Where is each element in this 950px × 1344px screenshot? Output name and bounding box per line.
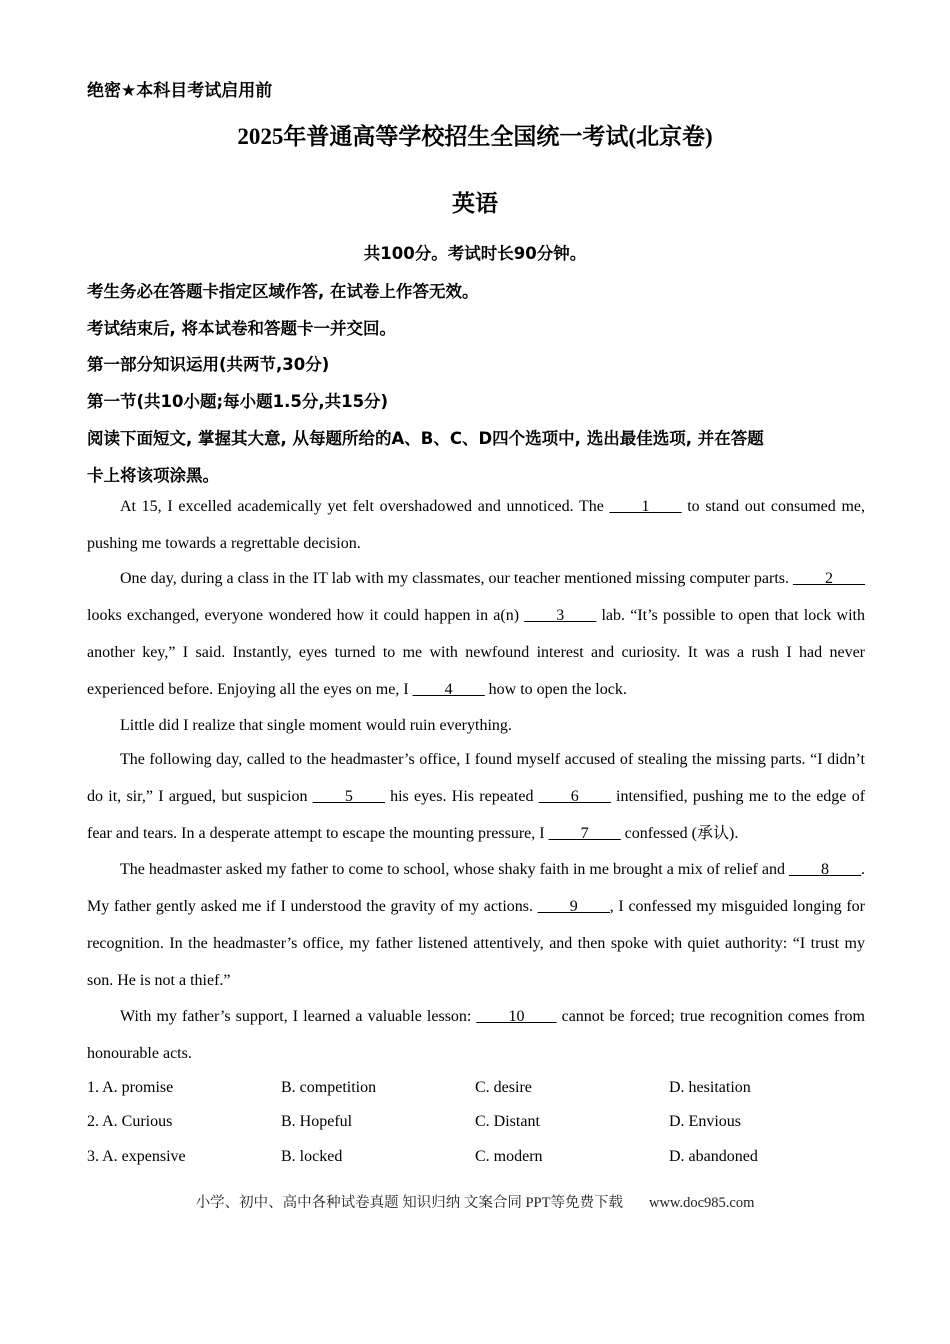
blank-1: ____1____ (609, 498, 682, 515)
option-a: 1. A. promise (87, 1079, 174, 1096)
paragraph-text: One day, during a class in the IT lab with my classmates, our teacher mentioned missing computer parts. (120, 570, 793, 587)
blank-8: ____8____ (789, 861, 861, 878)
instruction-2: 考试结束后, 将本试卷和答题卡一并交回。 (87, 319, 397, 338)
blank-9: ____9____ (537, 898, 610, 915)
blank-7: ____7____ (548, 825, 621, 842)
instruction-1: 考生务必在答题卡指定区域作答, 在试卷上作答无效。 (87, 282, 479, 301)
paragraph-text: confessed (承认). (620, 825, 739, 842)
paragraph-text: . My father gently asked me if I understood the gravity of my actions. (87, 861, 865, 915)
paragraph-text: The following day, called to the headmaster’s office, I found myself accused of stealing the missing parts. “I didn’t do it, sir,” I argued, but suspicion (87, 751, 865, 805)
option-c: C. Distant (475, 1113, 540, 1130)
option-a: 2. A. Curious (87, 1113, 173, 1130)
option-d: D. Envious (669, 1113, 741, 1130)
exam-title: 2025年普通高等学校招生全国统一考试(北京卷) (237, 124, 713, 149)
blank-3: ____3____ (524, 607, 597, 624)
option-c: C. desire (475, 1079, 532, 1096)
subject-title: 英语 (452, 191, 498, 217)
blank-4: ____4____ (412, 681, 485, 698)
blank-6: ____6____ (538, 788, 611, 805)
paragraph-text: The headmaster asked my father to come to school, whose shaky faith in me brought a mix of relief and (120, 861, 789, 878)
paragraph-6 (87, 998, 865, 1072)
blank-5: ____5____ (312, 788, 385, 805)
paragraph-4 (87, 741, 865, 852)
section-heading: 第一部分知识运用(共两节,30分) (87, 355, 330, 374)
subsection-heading: 第一节(共10小题;每小题1.5分,共15分) (87, 392, 389, 411)
paragraph-text: lab. “It’s possible to open that lock with another key,” I said. Instantly, eyes turned to me with newfound interest and curiosity. It was a rush I had never experienced before. Enjoying all the eyes on me, I (87, 607, 865, 698)
confidential-label: 绝密★本科目考试启用前 (87, 81, 273, 101)
footer-text: 小学、初中、高中各种试卷真题 知识归纳 文案合同 PPT等免费下载 (195, 1195, 623, 1211)
option-d: D. hesitation (669, 1079, 751, 1096)
paragraph-text: intensified, pushing me to the edge of fear and tears. In a desperate attempt to escape the mounting pressure, I (87, 788, 866, 842)
paragraph-text: With my father’s support, I learned a valuable lesson: (120, 1008, 477, 1025)
option-b: B. locked (281, 1148, 343, 1165)
paragraph-2 (87, 560, 865, 708)
option-d: D. abandoned (669, 1148, 758, 1165)
page-footer (0, 1191, 950, 1212)
directions-line-2: 卡上将该项涂黑。 (87, 466, 219, 485)
paragraph-text: looks exchanged, everyone wondered how it could happen in a(n) (87, 607, 525, 624)
blank-10: ____10____ (476, 1008, 557, 1025)
paragraph-1 (87, 488, 865, 562)
footer-url[interactable]: www.doc985.com (648, 1195, 755, 1211)
option-a: 3. A. expensive (87, 1148, 186, 1165)
question-3-options (87, 1148, 865, 1172)
paragraph-text: to stand out consumed me, pushing me towards a regrettable decision. (87, 498, 866, 552)
option-b: B. Hopeful (281, 1113, 353, 1130)
paragraph-5 (87, 851, 865, 999)
paragraph-text: his eyes. His repeated (384, 788, 539, 805)
option-c: C. modern (475, 1148, 543, 1165)
blank-2: ____2____ (793, 570, 865, 587)
paragraph-text: , I confessed my misguided longing for recognition. In the headmaster’s office, my father listened attentively, and then spoke with quiet authority: “I trust my son. He is not a thief.” (87, 898, 865, 989)
option-b: B. competition (281, 1079, 377, 1096)
paragraph-text: how to open the lock. (484, 681, 627, 698)
paragraph-text: cannot be forced; true recognition comes from honourable acts. (87, 1008, 866, 1062)
paragraph-text: At 15, I excelled academically yet felt overshadowed and unnoticed. The (120, 498, 610, 515)
exam-info: 共100分。考试时长90分钟。 (363, 244, 587, 263)
question-2-options (87, 1113, 865, 1137)
paragraph-3: Little did I realize that single moment would ruin everything. (120, 717, 512, 734)
question-1-options (87, 1079, 865, 1103)
directions-line-1: 阅读下面短文, 掌握其大意, 从每题所给的A、B、C、D四个选项中, 选出最佳选项, 并在答题 (87, 429, 764, 448)
